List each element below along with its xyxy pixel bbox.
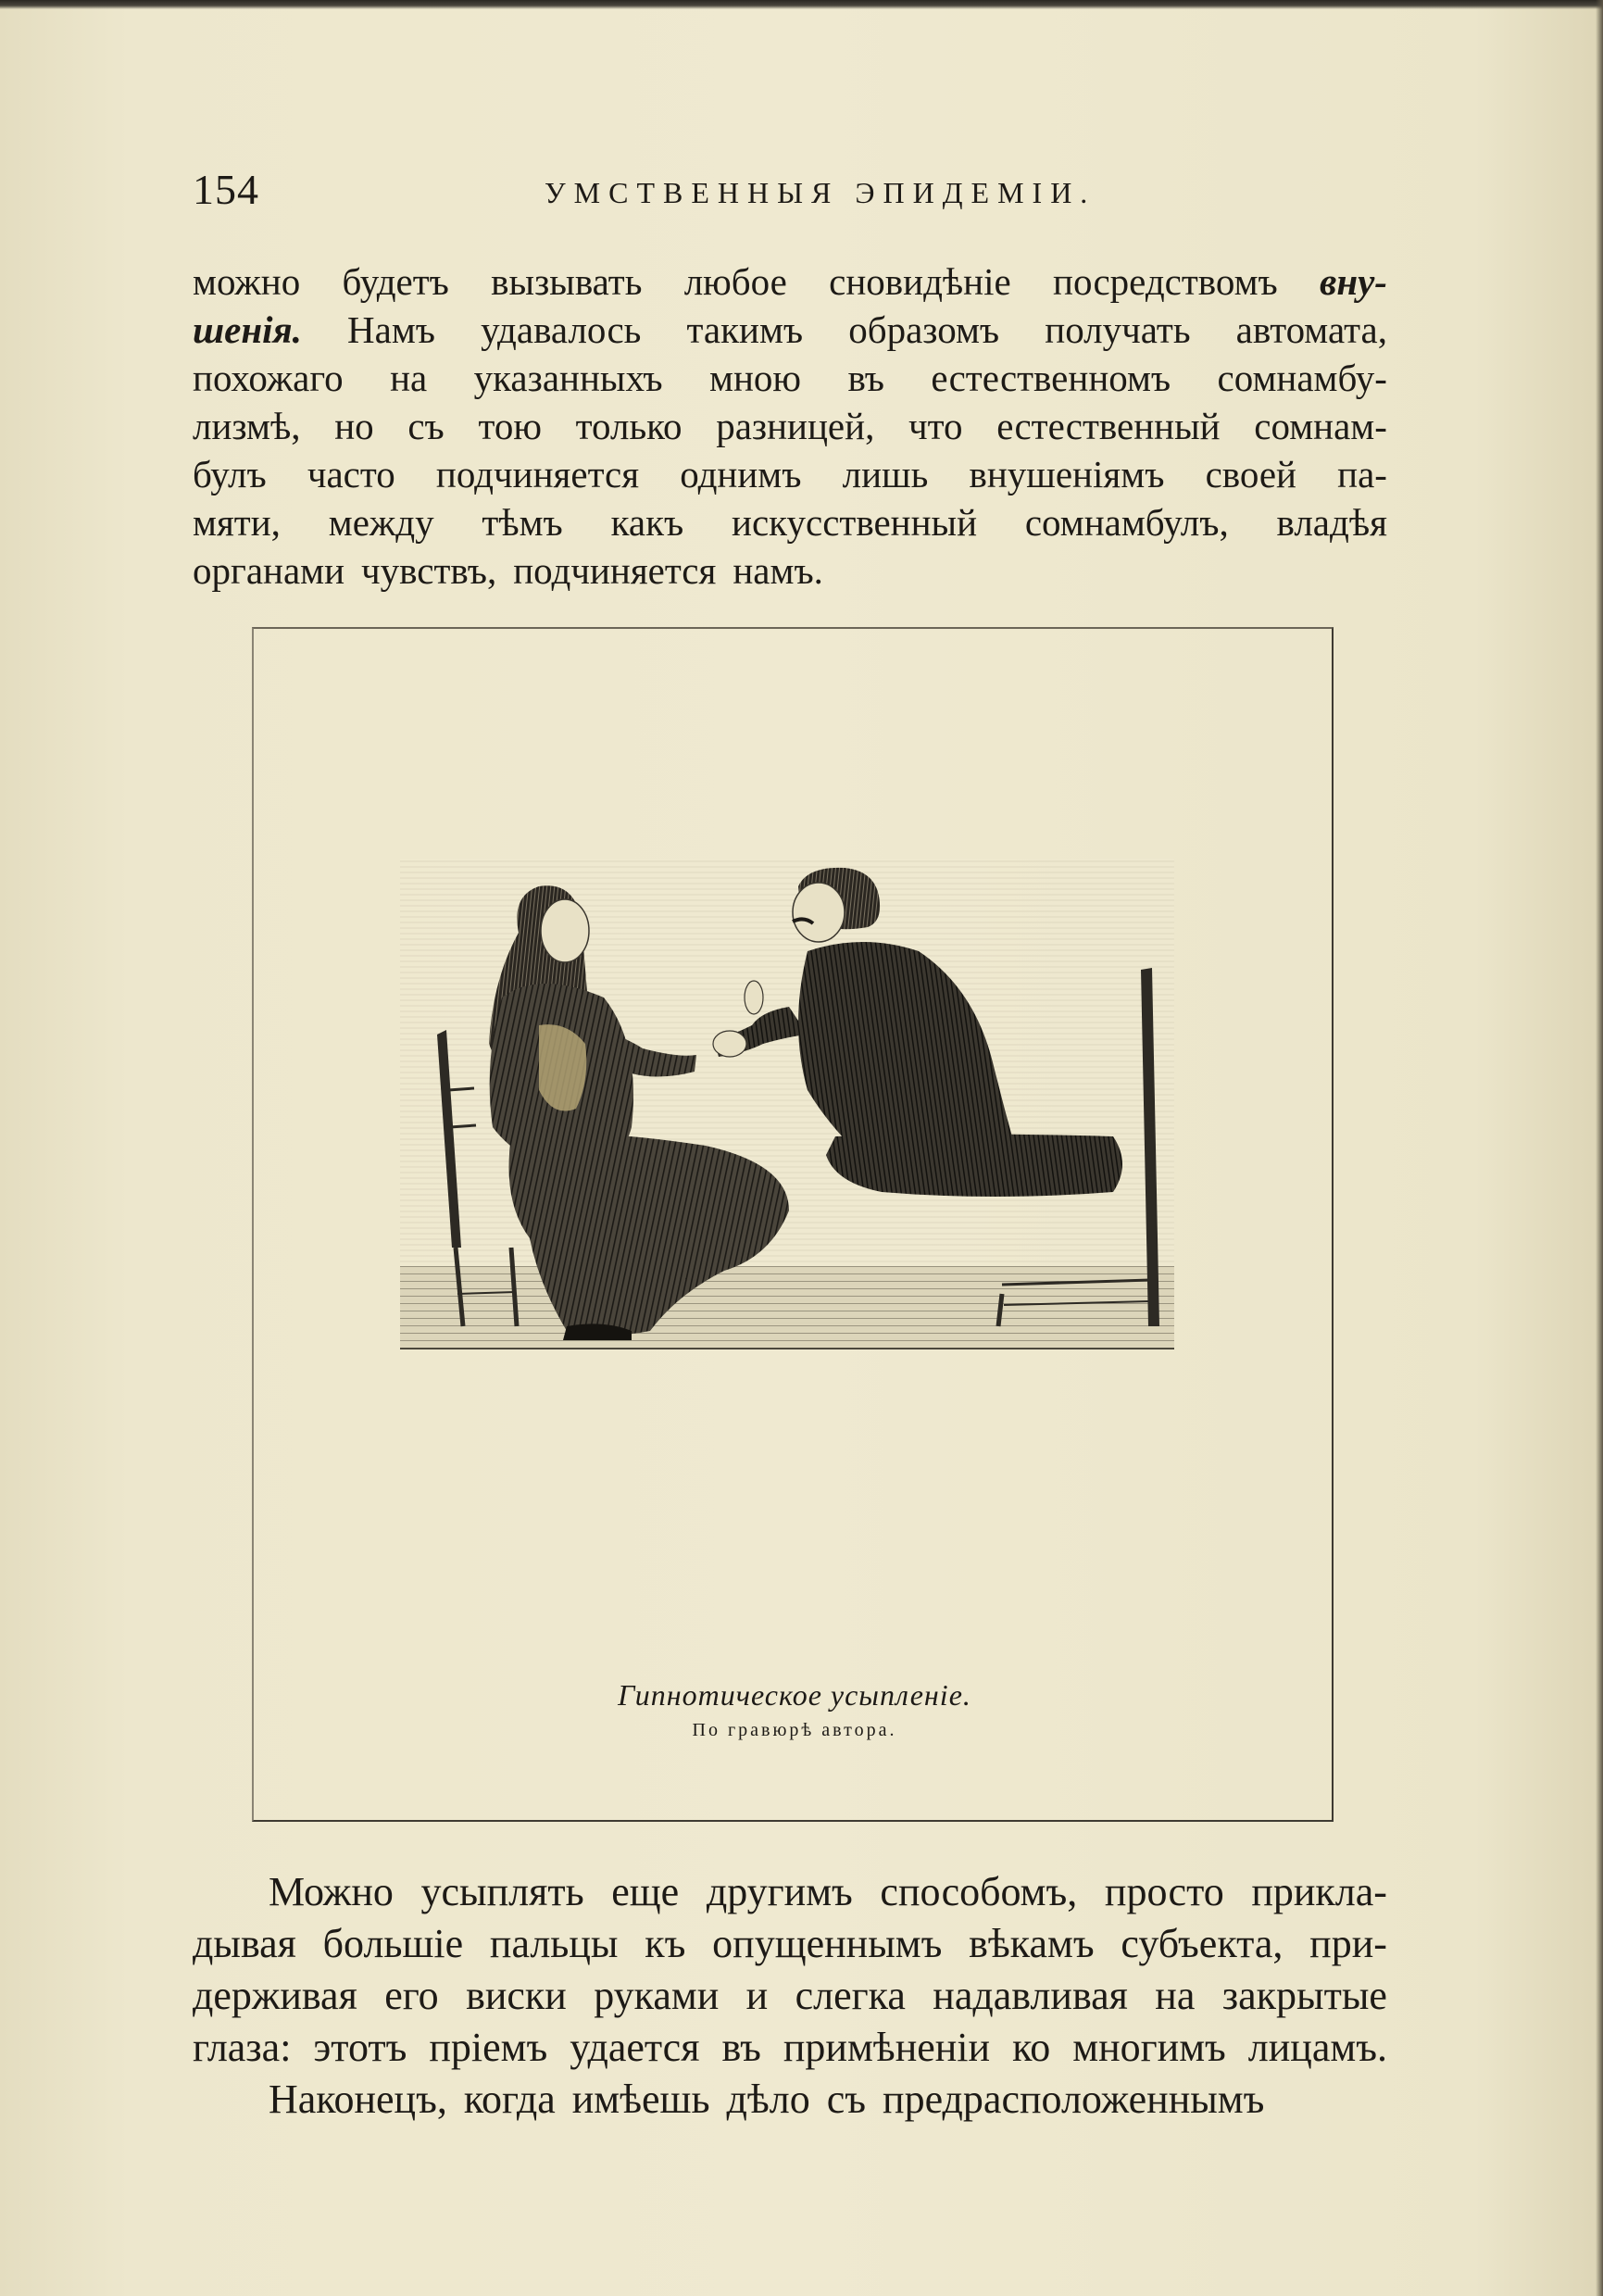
word: органами bbox=[193, 549, 345, 592]
word: примѣненіи bbox=[783, 2025, 991, 2070]
text-line bbox=[193, 2074, 1387, 2126]
word: виски bbox=[466, 1973, 567, 2018]
text-line bbox=[193, 402, 1387, 450]
word: удавалось bbox=[481, 308, 642, 351]
text-line bbox=[193, 546, 1387, 595]
scan-top-edge bbox=[0, 0, 1603, 9]
word: искусственный bbox=[732, 501, 978, 544]
text-line bbox=[193, 1918, 1387, 1970]
word: къ bbox=[645, 1921, 686, 1966]
word: естественный bbox=[996, 405, 1221, 447]
word: пальцы bbox=[489, 1921, 619, 1966]
word: на bbox=[390, 357, 428, 399]
word: можно bbox=[193, 260, 301, 303]
word: дѣло bbox=[726, 2076, 810, 2122]
figure-caption-title: Гипнотическое усыпленіе. bbox=[618, 1678, 971, 1712]
word: предрасположеннымъ bbox=[883, 2076, 1265, 2122]
illustration-plate bbox=[252, 627, 1334, 1822]
word: большіе bbox=[322, 1921, 464, 1966]
word: намъ. bbox=[733, 549, 823, 592]
word: опущеннымъ bbox=[712, 1921, 943, 1966]
word: закрытые bbox=[1221, 1973, 1387, 2018]
word: своей bbox=[1205, 453, 1296, 496]
word: булъ bbox=[193, 453, 267, 496]
word: лишь bbox=[842, 453, 929, 496]
text-line bbox=[193, 354, 1387, 402]
word: многимъ bbox=[1072, 2025, 1226, 2070]
word: сомнамбу- bbox=[1217, 357, 1387, 399]
word: Можно bbox=[269, 1869, 394, 1914]
word: однимъ bbox=[680, 453, 802, 496]
engraving-hypnotic-sleep bbox=[400, 859, 1174, 1349]
word: усыплять bbox=[420, 1869, 584, 1914]
word: удается bbox=[570, 2025, 700, 2070]
word: будетъ bbox=[342, 260, 449, 303]
word: субъекта, bbox=[1121, 1921, 1284, 1966]
word: вну- bbox=[1320, 260, 1387, 303]
word: посредствомъ bbox=[1053, 260, 1278, 303]
page-number: 154 bbox=[193, 166, 259, 213]
word: шенія. bbox=[193, 308, 302, 351]
text-line bbox=[193, 2022, 1387, 2074]
word: съ bbox=[826, 2076, 867, 2122]
word: вызывать bbox=[491, 260, 643, 303]
word: глаза: bbox=[193, 2025, 292, 2070]
paragraph-2 bbox=[193, 1866, 1387, 2126]
word: надавливая bbox=[933, 1973, 1128, 2018]
word: лицамъ. bbox=[1247, 2025, 1387, 2070]
word: этотъ bbox=[313, 2025, 407, 2070]
word: при- bbox=[1309, 1921, 1387, 1966]
word: Намъ bbox=[347, 308, 435, 351]
word: тѣмъ bbox=[482, 501, 563, 544]
word: ко bbox=[1012, 2025, 1051, 2070]
word: его bbox=[384, 1973, 439, 2018]
figure-caption-credit: По гравюрѣ автора. bbox=[692, 1720, 897, 1740]
word: но bbox=[334, 405, 374, 447]
word: сомнам- bbox=[1254, 405, 1387, 447]
word: какъ bbox=[610, 501, 684, 544]
text-line bbox=[193, 1970, 1387, 2022]
running-title: УМСТВЕННЫЯ ЭПИДЕМІИ. bbox=[545, 176, 1096, 209]
word: сновидѣніе bbox=[829, 260, 1011, 303]
word: чувствъ, bbox=[361, 549, 497, 592]
word: еще bbox=[611, 1869, 680, 1914]
word: вѣкамъ bbox=[969, 1921, 1095, 1966]
word: мяти, bbox=[193, 501, 281, 544]
word: способомъ, bbox=[880, 1869, 1078, 1914]
word: только bbox=[575, 405, 683, 447]
word: владѣя bbox=[1276, 501, 1387, 544]
word: съ bbox=[407, 405, 445, 447]
text-line bbox=[193, 1866, 1387, 1918]
word: прикла- bbox=[1251, 1869, 1387, 1914]
word: сомнамбулъ, bbox=[1024, 501, 1229, 544]
word: въ bbox=[721, 2025, 761, 2070]
scan-right-edge bbox=[1596, 0, 1603, 2296]
text-line bbox=[193, 498, 1387, 546]
word: па- bbox=[1337, 453, 1387, 496]
word: внушеніямъ bbox=[969, 453, 1165, 496]
word: мною bbox=[709, 357, 802, 399]
word: просто bbox=[1104, 1869, 1224, 1914]
word: похожаго bbox=[193, 357, 344, 399]
word: имѣешь bbox=[571, 2076, 710, 2122]
word: лизмѣ, bbox=[193, 405, 301, 447]
text-line bbox=[193, 450, 1387, 498]
word: подчиняется bbox=[435, 453, 640, 496]
word: что bbox=[908, 405, 963, 447]
paragraph-1 bbox=[193, 257, 1387, 595]
word: подчиняется bbox=[513, 549, 717, 592]
word: часто bbox=[307, 453, 395, 496]
word: на bbox=[1155, 1973, 1196, 2018]
word: держивая bbox=[193, 1973, 357, 2018]
word: получать bbox=[1045, 308, 1191, 351]
running-head bbox=[193, 165, 1387, 220]
word: тою bbox=[478, 405, 542, 447]
word: естественномъ bbox=[931, 357, 1171, 399]
word: указанныхъ bbox=[473, 357, 663, 399]
word: слегка bbox=[795, 1973, 906, 2018]
word: такимъ bbox=[686, 308, 804, 351]
word: любое bbox=[683, 260, 787, 303]
text-line bbox=[193, 257, 1387, 306]
word: дывая bbox=[193, 1921, 296, 1966]
text-line bbox=[193, 306, 1387, 354]
word: между bbox=[328, 501, 434, 544]
word: руками bbox=[594, 1973, 720, 2018]
word: образомъ bbox=[848, 308, 1000, 351]
word: разницей, bbox=[716, 405, 875, 447]
word: когда bbox=[463, 2076, 556, 2122]
word: и bbox=[745, 1973, 769, 2018]
word: въ bbox=[847, 357, 884, 399]
word: другимъ bbox=[706, 1869, 853, 1914]
word: Наконецъ, bbox=[269, 2076, 447, 2122]
word: автомата, bbox=[1235, 308, 1387, 351]
word: пріемъ bbox=[429, 2025, 548, 2070]
